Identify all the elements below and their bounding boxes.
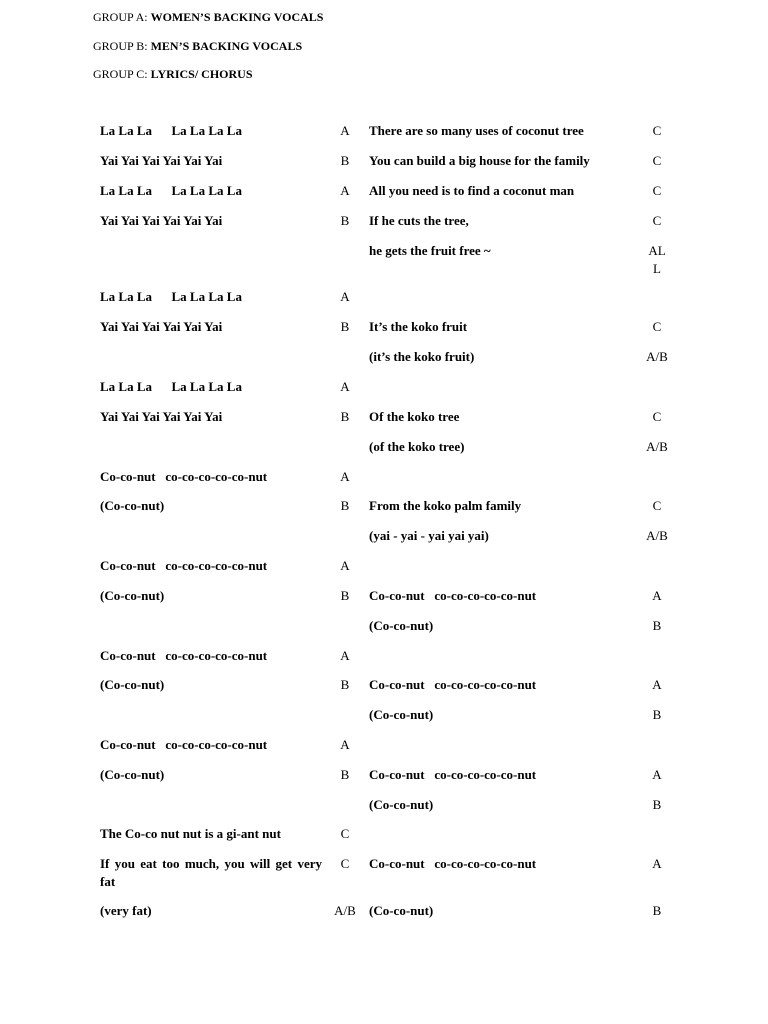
right-group: C [652,319,662,334]
right-lyric: Of the koko tree [369,409,460,424]
left-lyric: Co-co-nut co-co-co-co-co-nut [100,648,268,663]
left-group: C [340,856,350,871]
left-group: B [340,588,350,603]
left-group: A [340,379,350,394]
left-group: B [340,409,350,424]
left-group: A [340,737,350,752]
right-group: B [652,618,662,633]
left-lyric: Yai Yai Yai Yai Yai Yai [100,153,223,168]
right-group: B [652,903,662,918]
right-lyric: Co-co-nut co-co-co-co-co-nut [369,767,537,782]
left-group: A [340,123,350,138]
left-lyric: Yai Yai Yai Yai Yai Yai [100,319,223,334]
right-group: ALL [648,243,666,276]
left-lyric: (very fat) [100,903,152,918]
left-group: B [340,319,350,334]
legend-group-c [93,66,253,82]
right-lyric: There are so many uses of coconut tree [369,123,584,138]
legend-prefix: GROUP C: [93,67,151,81]
right-lyric: (Co-co-nut) [369,903,434,918]
left-group: B [340,498,350,513]
right-lyric: (Co-co-nut) [369,707,434,722]
right-lyric: It’s the koko fruit [369,319,468,334]
left-lyric: Co-co-nut co-co-co-co-co-nut [100,469,268,484]
left-group: A [340,183,350,198]
left-group: A/B [334,903,356,918]
right-lyric: If he cuts the tree, [369,213,469,228]
left-lyric: The Co-co nut nut is a gi-ant nut [100,826,281,841]
left-lyric: Yai Yai Yai Yai Yai Yai [100,213,223,228]
legend-group-b [93,38,302,54]
right-lyric: All you need is to find a coconut man [369,183,575,198]
legend-name: LYRICS/ CHORUS [150,67,253,81]
right-group: A [652,677,662,692]
right-group: C [652,183,662,198]
legend-name: WOMEN’S BACKING VOCALS [150,10,324,24]
left-lyric: Yai Yai Yai Yai Yai Yai [100,409,223,424]
right-lyric: Co-co-nut co-co-co-co-co-nut [369,856,537,871]
left-lyric: La La La La La La La [100,379,242,394]
left-group: A [340,469,350,484]
legend-group-a [93,9,323,25]
right-lyric: he gets the fruit free ~ [369,243,491,258]
right-group: A/B [646,349,668,364]
left-lyric: Co-co-nut co-co-co-co-co-nut [100,737,268,752]
legend-name: MEN’S BACKING VOCALS [150,39,303,53]
right-lyric: (it’s the koko fruit) [369,349,475,364]
left-group: B [340,153,350,168]
left-lyric: Co-co-nut co-co-co-co-co-nut [100,558,268,573]
right-group: B [652,707,662,722]
right-group: C [652,153,662,168]
legend-prefix: GROUP A: [93,10,151,24]
right-lyric: Co-co-nut co-co-co-co-co-nut [369,677,537,692]
right-lyric: (Co-co-nut) [369,797,434,812]
left-group: A [340,558,350,573]
legend-prefix: GROUP B: [93,39,151,53]
left-group: A [340,289,350,304]
left-group: A [340,648,350,663]
left-group: B [340,677,350,692]
left-group: C [340,826,350,841]
right-group: A [652,856,662,871]
left-group: B [340,767,350,782]
right-lyric: From the koko palm family [369,498,522,513]
right-lyric: You can build a big house for the family [369,153,590,168]
left-group: B [340,213,350,228]
left-lyric: (Co-co-nut) [100,588,165,603]
right-group: A [652,767,662,782]
left-lyric: La La La La La La La [100,123,242,138]
right-group: B [652,797,662,812]
left-lyric: (Co-co-nut) [100,498,165,513]
right-lyric: (Co-co-nut) [369,618,434,633]
left-lyric: (Co-co-nut) [100,677,165,692]
right-group: A/B [646,528,668,543]
left-lyric: If you eat too much, you will get very fat [100,856,322,889]
right-group: C [652,123,662,138]
right-group: A [652,588,662,603]
right-group: A/B [646,439,668,454]
right-group: C [652,213,662,228]
left-lyric: La La La La La La La [100,183,242,198]
right-group: C [652,498,662,513]
right-lyric: Co-co-nut co-co-co-co-co-nut [369,588,537,603]
left-lyric: (Co-co-nut) [100,767,165,782]
right-lyric: (yai - yai - yai yai yai) [369,528,489,543]
right-group: C [652,409,662,424]
left-lyric: La La La La La La La [100,289,242,304]
right-lyric: (of the koko tree) [369,439,465,454]
